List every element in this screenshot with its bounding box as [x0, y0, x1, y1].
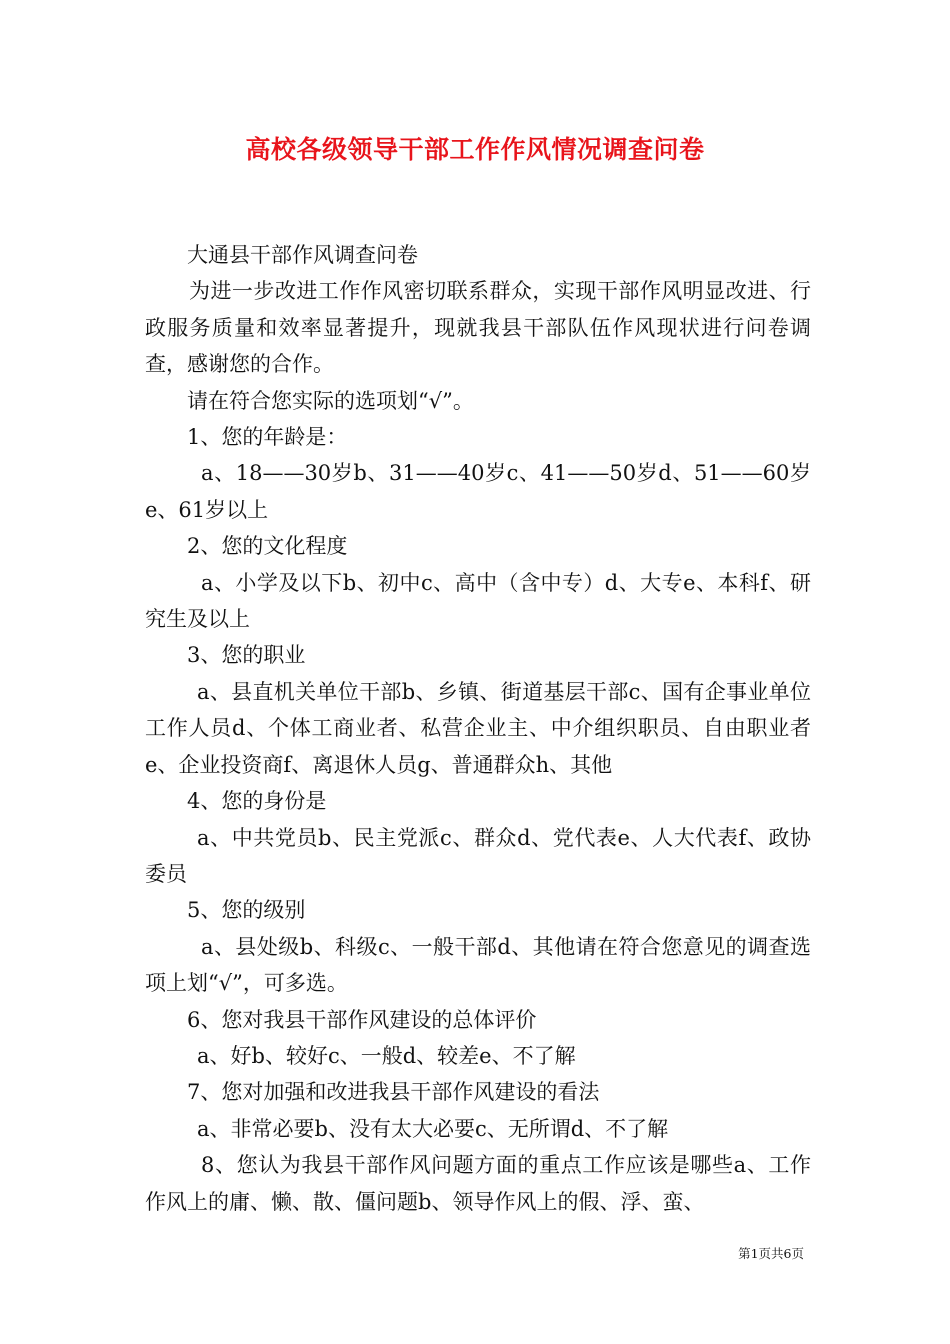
question-4: 4、您的身份是	[187, 789, 327, 814]
question-6-options: a、好b、较好c、一般d、较差e、不了解	[197, 1043, 576, 1068]
question-7-options: a、非常必要b、没有太大必要c、无所谓d、不了解	[197, 1116, 669, 1141]
question-1-options: a、18——30岁b、31——40岁c、41——50岁d、51——60岁e、61岁以上	[145, 461, 811, 522]
instruction-paragraph: 请在符合您实际的选项划“√”。	[187, 388, 474, 413]
question-5-options: a、县处级b、科级c、一般干部d、其他请在符合您意见的调查选项上划“√”，可多选。	[145, 934, 811, 996]
question-5: 5、您的级别	[187, 898, 306, 923]
question-1: 1、您的年龄是：	[187, 425, 348, 450]
page-number: 第1页共6页	[738, 1246, 804, 1261]
intro-paragraph: 为进一步改进工作作风密切联系群众，实现干部作风明显改进、行政服务质量和效率显著提升，现就我县干部队伍作风现状进行问卷调查，感谢您的合作。	[145, 279, 811, 377]
document-body	[145, 237, 811, 1220]
question-3-options: a、县直机关单位干部b、乡镇、街道基层干部c、国有企事业单位工作人员d、个体工商业者、私营企业主、中介组织职员、自由职业者e、企业投资商f、离退休人员g、普通群众h、其他	[145, 679, 811, 777]
question-7: 7、您对加强和改进我县干部作风建设的看法	[187, 1080, 600, 1105]
question-3: 3、您的职业	[187, 643, 306, 668]
question-4-options: a、中共党员b、民主党派c、群众d、党代表e、人大代表f、政协委员	[145, 825, 811, 886]
document-title: 高校各级领导干部工作作风情况调查问卷	[245, 135, 705, 164]
question-6: 6、您对我县干部作风建设的总体评价	[187, 1007, 537, 1032]
survey-heading: 大通县干部作风调查问卷	[187, 243, 418, 267]
question-2: 2、您的文化程度	[187, 534, 348, 559]
question-2-options: a、小学及以下b、初中c、高中（含中专）d、大专e、本科f、研究生及以上	[145, 570, 811, 632]
question-8: 8、您认为我县干部作风问题方面的重点工作应该是哪些a、工作作风上的庸、懒、散、僵问题b、领导作风上的假、浮、蛮、	[145, 1153, 811, 1214]
